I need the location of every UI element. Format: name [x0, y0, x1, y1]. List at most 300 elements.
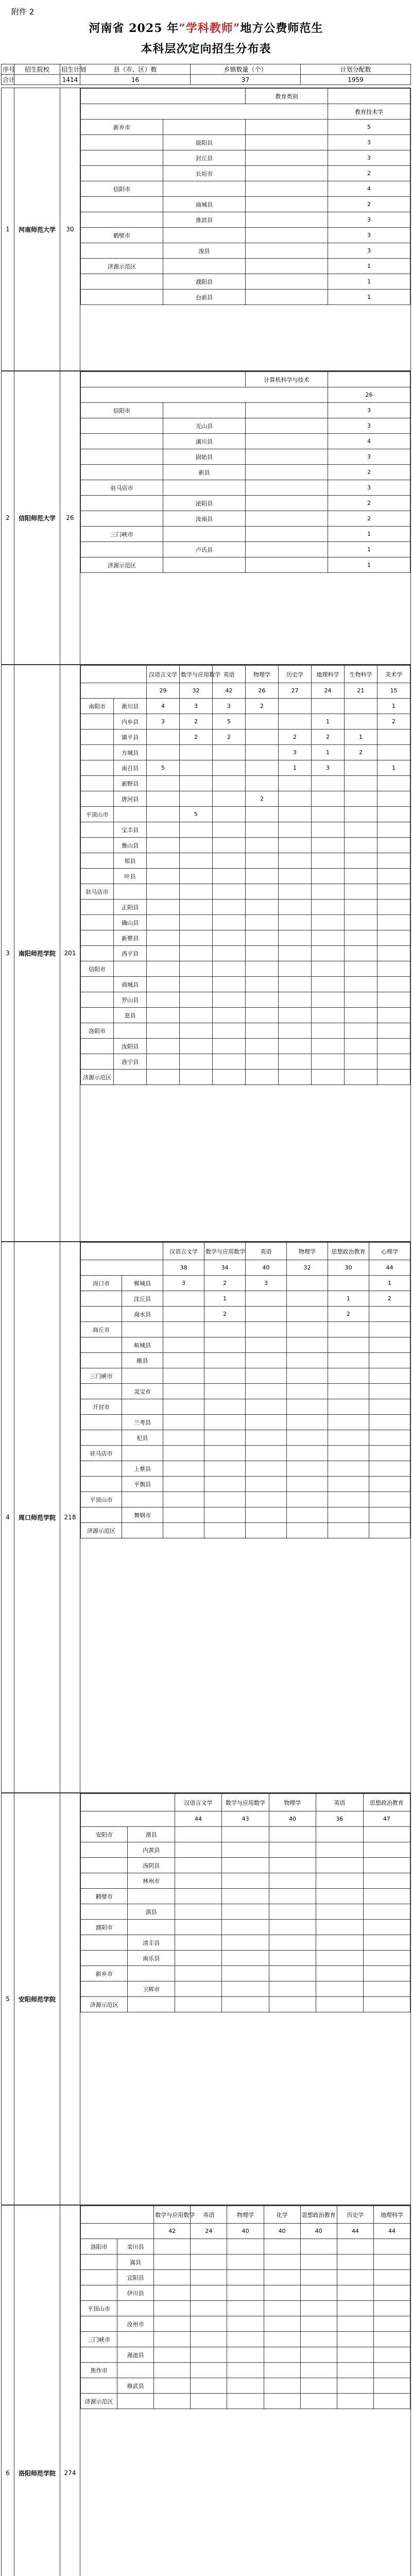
- table-cell: [363, 1827, 410, 1842]
- table-cell: [328, 1353, 369, 1368]
- table-cell: [81, 714, 114, 730]
- table-cell: 2: [312, 730, 345, 745]
- table-cell: 2: [204, 1276, 246, 1291]
- table-cell: 2: [369, 1291, 410, 1307]
- table-cell: [312, 822, 345, 838]
- table-cell: [147, 930, 180, 946]
- table-cell: [337, 2285, 373, 2301]
- table-cell: [204, 1492, 246, 1507]
- table-cell: [163, 1337, 204, 1353]
- table-cell: [147, 730, 180, 745]
- table-cell: [287, 1477, 328, 1492]
- table-cell: [227, 2239, 264, 2255]
- table-cell: [363, 1842, 410, 1858]
- total-allocation: 1959: [301, 75, 411, 85]
- table-cell: [180, 853, 213, 869]
- table-cell: [246, 527, 328, 542]
- table-cell: [175, 1858, 221, 1873]
- table-cell: [246, 290, 328, 305]
- table-cell: [316, 1920, 363, 1935]
- table-cell: [246, 511, 328, 527]
- table-cell: [300, 2394, 337, 2409]
- school-detail: [80, 1242, 411, 1793]
- subject-total: 26: [246, 683, 279, 699]
- table-cell: [147, 869, 180, 884]
- table-cell: [213, 915, 246, 930]
- table-cell: [128, 1997, 175, 2012]
- table-cell: [147, 807, 180, 822]
- page-subtitle: 本科层次定向招生分布表: [141, 42, 271, 56]
- table-cell: 内乡县: [114, 714, 147, 730]
- table-row: [81, 496, 410, 511]
- table-row: [81, 1966, 410, 1981]
- table-cell: [180, 900, 213, 915]
- table-cell: [204, 1368, 246, 1384]
- table-cell: [81, 1873, 128, 1889]
- table-row: [81, 1523, 410, 1538]
- table-cell: [377, 1023, 410, 1039]
- table-cell: [147, 1008, 180, 1023]
- table-row: [81, 884, 410, 900]
- table-cell: 商水县: [122, 1307, 163, 1322]
- table-cell: 渑池县: [117, 2347, 154, 2363]
- table-cell: [373, 2239, 410, 2255]
- table-cell: [300, 2363, 337, 2378]
- table-cell: [191, 2316, 227, 2332]
- table-cell: [213, 869, 246, 884]
- table-cell: 三门峡市: [81, 527, 163, 542]
- table-cell: [147, 791, 180, 807]
- table-cell: [81, 1461, 122, 1477]
- subject-title-blank: [81, 104, 328, 120]
- table-row: [81, 542, 410, 557]
- table-cell: [180, 1008, 213, 1023]
- table-cell: [316, 1935, 363, 1951]
- table-cell: [373, 2378, 410, 2394]
- region-header: [81, 1243, 163, 1260]
- subject-header: 英语: [246, 1243, 287, 1260]
- table-cell: [246, 465, 328, 480]
- table-cell: [81, 838, 114, 853]
- table-cell: [279, 1039, 312, 1054]
- table-cell: 淮滨县: [163, 212, 246, 228]
- table-cell: 兰考县: [122, 1415, 163, 1430]
- table-row: [81, 1307, 410, 1322]
- table-row: [81, 465, 410, 480]
- table-cell: 1: [328, 259, 410, 274]
- total-label: 合计: [2, 75, 14, 85]
- table-cell: [154, 2316, 191, 2332]
- table-cell: [246, 1070, 279, 1085]
- table-cell: [81, 745, 114, 760]
- table-cell: [246, 274, 328, 290]
- table-cell: [337, 2332, 373, 2347]
- table-cell: [312, 961, 345, 977]
- table-cell: [312, 946, 345, 961]
- table-cell: 伊川县: [117, 2285, 154, 2301]
- table-cell: [363, 1935, 410, 1951]
- table-cell: [246, 1307, 287, 1322]
- table-cell: [345, 915, 377, 930]
- table-row: [81, 1353, 410, 1368]
- school-index: 5: [2, 1793, 14, 2205]
- table-cell: 5: [328, 120, 410, 135]
- table-cell: [117, 2394, 154, 2409]
- table-row: [81, 197, 410, 212]
- table-cell: [269, 1889, 316, 1904]
- table-cell: 3: [328, 212, 410, 228]
- subject-header: 数学与应用数学: [180, 666, 213, 683]
- table-cell: 2: [328, 496, 410, 511]
- table-cell: [191, 2301, 227, 2316]
- table-row: [81, 869, 410, 884]
- table-cell: 3: [328, 449, 410, 465]
- table-row: [81, 1399, 410, 1415]
- table-cell: 平顶山市: [81, 807, 114, 822]
- table-cell: [312, 791, 345, 807]
- table-cell: [147, 822, 180, 838]
- table-row: [81, 1322, 410, 1337]
- table-cell: [147, 1023, 180, 1039]
- subject-total: 44: [175, 1811, 221, 1827]
- table-cell: 杞县: [122, 1430, 163, 1446]
- table-cell: [213, 776, 246, 791]
- table-cell: [163, 1461, 204, 1477]
- table-cell: [312, 1070, 345, 1085]
- school-section-3: [1, 665, 411, 1242]
- table-cell: 济源示范区: [81, 2394, 117, 2409]
- table-cell: [227, 2255, 264, 2270]
- table-cell: [287, 1353, 328, 1368]
- table-cell: [246, 150, 328, 166]
- table-cell: [81, 465, 163, 480]
- table-cell: 2: [328, 166, 410, 181]
- subject-total: 44: [369, 1260, 410, 1276]
- table-cell: [345, 1070, 377, 1085]
- table-cell: [175, 1997, 221, 2012]
- table-cell: [81, 1430, 122, 1446]
- table-cell: [369, 1368, 410, 1384]
- table-cell: [154, 2255, 191, 2270]
- table-cell: [269, 1904, 316, 1920]
- detail-table: [80, 665, 410, 1085]
- table-cell: [377, 900, 410, 915]
- table-cell: [279, 838, 312, 853]
- table-cell: [81, 1039, 114, 1054]
- table-cell: [246, 1415, 287, 1430]
- table-cell: [163, 403, 246, 418]
- table-cell: [300, 2347, 337, 2363]
- detail-table: [80, 1793, 410, 2012]
- table-cell: [300, 2378, 337, 2394]
- table-cell: 商城县: [163, 197, 246, 212]
- table-cell: [287, 1523, 328, 1538]
- table-row: [81, 915, 410, 930]
- school-index: 6: [2, 2206, 14, 2576]
- table-cell: [180, 930, 213, 946]
- table-cell: [312, 1023, 345, 1039]
- table-cell: [363, 1858, 410, 1873]
- table-cell: [369, 1461, 410, 1477]
- school-name: 河南师范大学: [14, 88, 60, 371]
- detail-table: [80, 1242, 410, 1538]
- table-cell: [213, 1023, 246, 1039]
- table-cell: [328, 1492, 369, 1507]
- table-cell: 清丰县: [128, 1935, 175, 1951]
- table-cell: 泌阳县: [163, 496, 246, 511]
- table-cell: 新县: [163, 465, 246, 480]
- school-name: 安阳师范学院: [14, 1793, 60, 2205]
- table-row: [81, 212, 410, 228]
- table-cell: 1: [345, 730, 377, 745]
- table-cell: [114, 1023, 147, 1039]
- subject-total: 21: [345, 683, 377, 699]
- table-cell: [312, 930, 345, 946]
- table-row: [81, 1276, 410, 1291]
- table-cell: [269, 1873, 316, 1889]
- table-cell: [377, 1054, 410, 1070]
- table-cell: [154, 2363, 191, 2378]
- table-cell: [81, 1291, 122, 1307]
- table-cell: [345, 869, 377, 884]
- table-cell: [227, 2285, 264, 2301]
- table-cell: [373, 2285, 410, 2301]
- table-cell: 舞钢市: [122, 1507, 163, 1523]
- school-detail: [80, 2206, 411, 2576]
- subject-header: 数学与应用数学: [222, 1794, 269, 1811]
- table-row: [81, 243, 410, 259]
- region-header: [81, 1794, 175, 1811]
- table-cell: [227, 2394, 264, 2409]
- table-cell: 光山县: [163, 418, 246, 434]
- table-row: [81, 2316, 410, 2332]
- table-cell: 1: [328, 274, 410, 290]
- table-cell: [373, 2270, 410, 2285]
- table-cell: [117, 2332, 154, 2347]
- table-cell: [180, 992, 213, 1008]
- detail-table: [80, 2206, 410, 2409]
- table-cell: [337, 2270, 373, 2285]
- total-blank: [81, 1260, 163, 1276]
- table-cell: [316, 1904, 363, 1920]
- school-count: 274: [60, 2206, 80, 2576]
- table-row: [81, 2378, 410, 2394]
- table-cell: 3: [328, 480, 410, 496]
- table-cell: [246, 900, 279, 915]
- table-cell: [377, 961, 410, 977]
- table-cell: [180, 1023, 213, 1039]
- table-cell: 2: [328, 1307, 369, 1322]
- table-cell: [204, 1337, 246, 1353]
- table-cell: [180, 760, 213, 776]
- table-cell: [377, 1008, 410, 1023]
- table-row: [81, 259, 410, 274]
- table-cell: [81, 274, 163, 290]
- table-cell: [369, 1507, 410, 1523]
- table-cell: [81, 1507, 122, 1523]
- table-row: [81, 1842, 410, 1858]
- table-row: [81, 181, 410, 197]
- table-cell: [122, 1399, 163, 1415]
- table-cell: [204, 1353, 246, 1368]
- region-header: [81, 89, 246, 104]
- table-cell: [279, 699, 312, 714]
- table-cell: 3: [328, 418, 410, 434]
- table-row: [81, 1889, 410, 1904]
- table-cell: 开封市: [81, 1399, 122, 1415]
- table-cell: [204, 1322, 246, 1337]
- school-name: 信阳师范大学: [14, 371, 60, 665]
- subject-title: 26: [328, 387, 410, 403]
- table-cell: [81, 166, 163, 181]
- table-cell: [81, 449, 163, 465]
- table-cell: 焦作市: [81, 2363, 117, 2378]
- table-cell: [81, 1477, 122, 1492]
- table-cell: [213, 1039, 246, 1054]
- total-county: 16: [80, 75, 191, 85]
- table-cell: [363, 1873, 410, 1889]
- table-row: [81, 274, 410, 290]
- table-cell: [316, 1858, 363, 1873]
- school-count: 26: [60, 371, 80, 665]
- table-cell: [180, 884, 213, 900]
- table-cell: 洛阳市: [81, 1023, 114, 1039]
- table-cell: [246, 496, 328, 511]
- table-cell: [345, 900, 377, 915]
- table-cell: [287, 1276, 328, 1291]
- table-cell: [337, 2239, 373, 2255]
- table-cell: [246, 1039, 279, 1054]
- table-cell: [246, 869, 279, 884]
- table-cell: 济源示范区: [81, 557, 163, 573]
- table-cell: [279, 822, 312, 838]
- table-cell: [312, 915, 345, 930]
- subject-header: 汉语言文学: [163, 1243, 204, 1260]
- table-row: [81, 290, 410, 305]
- table-cell: [81, 542, 163, 557]
- table-row: [81, 760, 410, 776]
- table-cell: 周口市: [81, 1276, 122, 1291]
- subject-header: 计算机科学与技术: [246, 372, 328, 387]
- table-cell: 台前县: [163, 290, 246, 305]
- table-cell: [279, 992, 312, 1008]
- table-row: [81, 1368, 410, 1384]
- subject-total: 24: [312, 683, 345, 699]
- table-cell: 2: [213, 730, 246, 745]
- col-header-school: 招生院校: [14, 64, 60, 75]
- table-cell: 浚县: [163, 243, 246, 259]
- table-cell: [264, 2332, 300, 2347]
- table-cell: [246, 1507, 287, 1523]
- table-cell: [373, 2363, 410, 2378]
- table-cell: [81, 730, 114, 745]
- school-index: 2: [2, 371, 14, 665]
- table-cell: [213, 1008, 246, 1023]
- table-cell: [312, 1054, 345, 1070]
- table-cell: [246, 930, 279, 946]
- table-cell: [81, 915, 114, 930]
- table-cell: [345, 992, 377, 1008]
- table-cell: 潢川县: [163, 434, 246, 449]
- table-row: [81, 791, 410, 807]
- table-cell: [147, 915, 180, 930]
- table-cell: 方城县: [114, 745, 147, 760]
- page-title: 河南省 2025 年“学科教师”地方公费师范生: [89, 22, 323, 35]
- table-cell: 罗山县: [114, 992, 147, 1008]
- table-cell: [175, 1827, 221, 1842]
- table-cell: [81, 511, 163, 527]
- table-cell: 2: [246, 791, 279, 807]
- table-cell: [264, 2301, 300, 2316]
- table-cell: [269, 1920, 316, 1935]
- table-cell: 南召县: [114, 760, 147, 776]
- table-cell: [246, 1337, 287, 1353]
- table-cell: [264, 2394, 300, 2409]
- table-cell: 卫辉市: [128, 1981, 175, 1997]
- table-cell: [246, 853, 279, 869]
- table-cell: [377, 838, 410, 853]
- table-cell: [246, 884, 279, 900]
- table-cell: [122, 1446, 163, 1461]
- table-cell: [222, 1904, 269, 1920]
- subject-header: 思想政治教育: [363, 1794, 410, 1811]
- table-cell: [377, 853, 410, 869]
- table-cell: [81, 1008, 114, 1023]
- table-cell: [279, 853, 312, 869]
- table-cell: [213, 807, 246, 822]
- table-cell: [154, 2394, 191, 2409]
- table-row: [81, 1858, 410, 1873]
- table-cell: [246, 135, 328, 150]
- table-cell: [204, 1523, 246, 1538]
- table-cell: [377, 992, 410, 1008]
- table-row: [81, 434, 410, 449]
- table-cell: [81, 1951, 128, 1966]
- table-row: [81, 1446, 410, 1461]
- table-cell: 5: [147, 760, 180, 776]
- table-cell: [373, 2301, 410, 2316]
- table-cell: [180, 977, 213, 992]
- school-detail: [80, 665, 411, 1242]
- table-cell: 南乐县: [128, 1951, 175, 1966]
- table-cell: [222, 1873, 269, 1889]
- table-cell: [363, 1889, 410, 1904]
- table-cell: 正阳县: [114, 900, 147, 915]
- table-cell: [213, 853, 246, 869]
- table-cell: [246, 992, 279, 1008]
- table-cell: [287, 1291, 328, 1307]
- table-cell: 3: [312, 760, 345, 776]
- table-cell: [147, 977, 180, 992]
- school-count: [60, 1793, 80, 2205]
- table-cell: [369, 1446, 410, 1461]
- table-cell: 1: [369, 1276, 410, 1291]
- table-cell: [264, 2239, 300, 2255]
- table-cell: [81, 1353, 122, 1368]
- table-cell: [328, 1523, 369, 1538]
- table-cell: [81, 243, 163, 259]
- table-cell: [312, 838, 345, 853]
- table-cell: 1: [328, 557, 410, 573]
- table-row: [81, 1951, 410, 1966]
- table-cell: [180, 1070, 213, 1085]
- table-cell: [163, 1291, 204, 1307]
- table-cell: [373, 2316, 410, 2332]
- subject-header: 生物科学: [345, 666, 377, 683]
- table-cell: [264, 2378, 300, 2394]
- table-cell: [377, 776, 410, 791]
- table-cell: [345, 977, 377, 992]
